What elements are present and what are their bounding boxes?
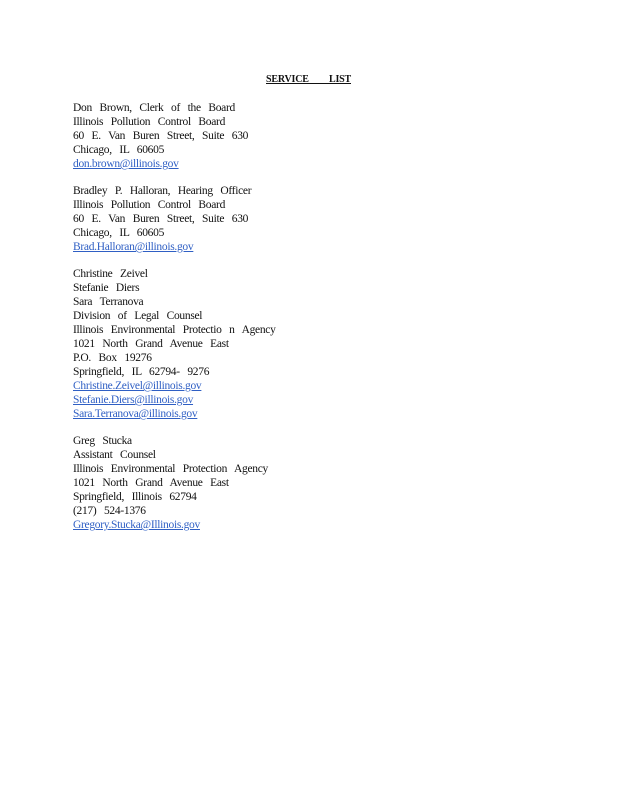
page-title: SERVICE LIST [266,74,351,85]
email-link[interactable]: don.brown@illinois.gov [73,158,179,170]
entry-line: Illinois Pollution Control Board [73,199,226,211]
entry-line: 60 E. Van Buren Street, Suite 630 [73,130,249,142]
email-link[interactable]: Christine.Zeivel@illinois.gov [73,380,202,392]
entry-line: Don Brown, Clerk of the Board [73,102,235,114]
entry-line: Christine Zeivel [73,268,148,280]
entry-line: Illinois Environmental Protection Agency [73,463,268,475]
entry-line: Illinois Environmental Protectio n Agency [73,324,276,336]
entry-line: Stefanie Diers [73,282,140,294]
service-entry [73,267,276,421]
entry-line: Assistant Counsel [73,449,156,461]
entry-line: Springfield, Illinois 62794 [73,491,197,503]
entry-line: 60 E. Van Buren Street, Suite 630 [73,213,249,225]
entry-line: 1021 North Grand Avenue East [73,338,229,350]
entry-line: Greg Stucka [73,435,132,447]
entry-line: Chicago, IL 60605 [73,227,165,239]
entry-line: Bradley P. Halloran, Hearing Officer [73,185,252,197]
entry-line: Springfield, IL 62794- 9276 [73,366,210,378]
service-entry [73,184,251,254]
service-entry [73,434,268,532]
entry-line: Sara Terranova [73,296,144,308]
entry-line: Division of Legal Counsel [73,310,203,322]
entry-line: (217) 524-1376 [73,505,146,517]
entry-line: P.O. Box 19276 [73,352,152,364]
email-link[interactable]: Gregory.Stucka@Illinois.gov [73,519,200,531]
entry-line: 1021 North Grand Avenue East [73,477,229,489]
email-link[interactable]: Sara.Terranova@illinois.gov [73,408,198,420]
entry-line: Illinois Pollution Control Board [73,116,226,128]
email-link[interactable]: Stefanie.Diers@illinois.gov [73,394,194,406]
service-entry [73,101,248,171]
entry-line: Chicago, IL 60605 [73,144,165,156]
email-link[interactable]: Brad.Halloran@illinois.gov [73,241,194,253]
